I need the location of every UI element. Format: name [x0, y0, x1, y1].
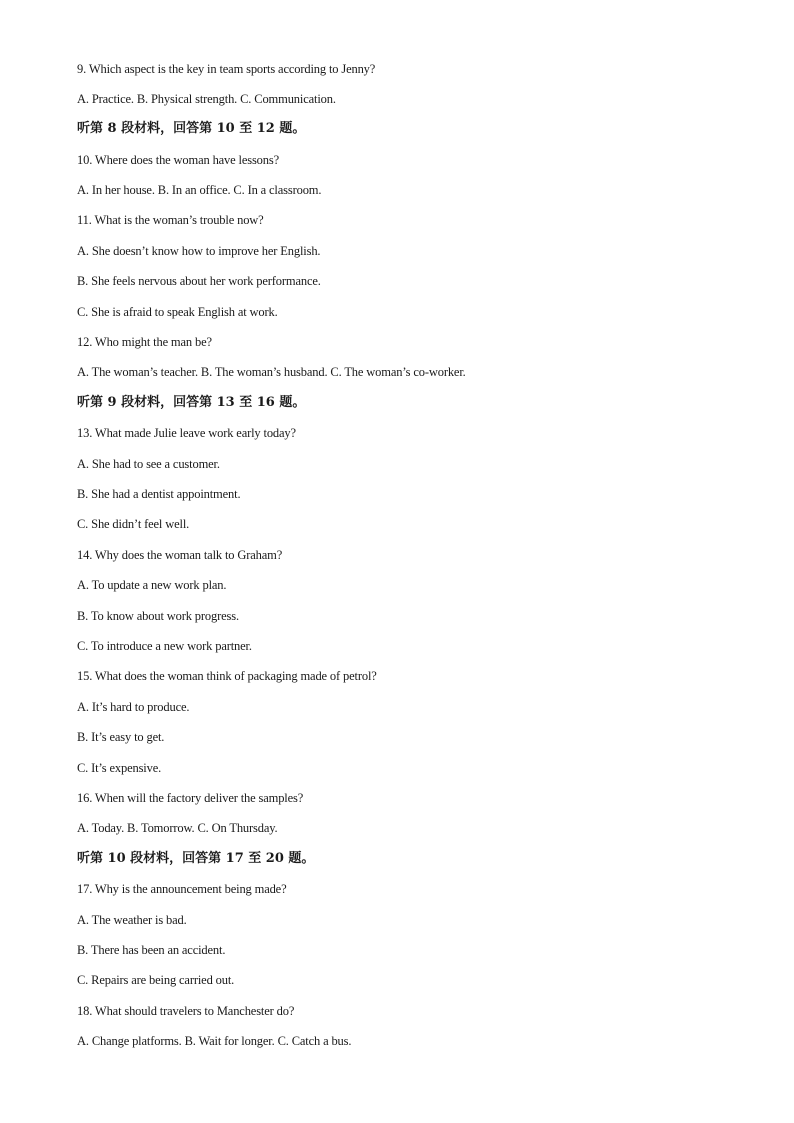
question-13-option-a: A. She had to see a customer.: [77, 457, 220, 471]
question-13-option-c: C. She didn’t feel well.: [77, 517, 190, 531]
question-15: 15. What does the woman think of packaging made of petrol?: [77, 669, 377, 683]
question-17-option-b: B. There has been an accident.: [77, 943, 226, 957]
question-11-option-c: C. She is afraid to speak English at work.: [77, 305, 278, 319]
question-15-option-a: A. It’s hard to produce.: [77, 700, 190, 714]
section-heading-10: 听第 10 段材料，回答第 17 至 20 题。: [77, 851, 315, 866]
question-17: 17. Why is the announcement being made?: [77, 882, 287, 896]
question-18-options: A. Change platforms. B. Wait for longer. C. Catch a bus.: [77, 1034, 352, 1048]
section-heading-8: 听第 8 段材料，回答第 10 至 12 题。: [77, 121, 306, 136]
question-15-option-c: C. It’s expensive.: [77, 761, 162, 775]
question-14-option-b: B. To know about work progress.: [77, 609, 239, 623]
question-13-option-b: B. She had a dentist appointment.: [77, 487, 241, 501]
question-17-option-c: C. Repairs are being carried out.: [77, 973, 235, 987]
section-heading-9: 听第 9 段材料，回答第 13 至 16 题。: [77, 395, 306, 410]
question-14: 14. Why does the woman talk to Graham?: [77, 548, 283, 562]
question-11-option-b: B. She feels nervous about her work performance.: [77, 274, 321, 288]
question-10: 10. Where does the woman have lessons?: [77, 153, 279, 167]
question-9: 9. Which aspect is the key in team sports according to Jenny?: [77, 62, 376, 76]
question-18: 18. What should travelers to Manchester do?: [77, 1004, 295, 1018]
question-12-options: A. The woman’s teacher. B. The woman’s husband. C. The woman’s co-worker.: [77, 365, 466, 379]
question-16: 16. When will the factory deliver the samples?: [77, 791, 304, 805]
question-16-options: A. Today. B. Tomorrow. C. On Thursday.: [77, 821, 278, 835]
question-11-option-a: A. She doesn’t know how to improve her English.: [77, 244, 321, 258]
question-17-option-a: A. The weather is bad.: [77, 913, 187, 927]
question-11: 11. What is the woman’s trouble now?: [77, 213, 264, 227]
question-9-options: A. Practice. B. Physical strength. C. Communication.: [77, 92, 336, 106]
question-14-option-a: A. To update a new work plan.: [77, 578, 227, 592]
question-12: 12. Who might the man be?: [77, 335, 212, 349]
question-10-options: A. In her house. B. In an office. C. In a classroom.: [77, 183, 322, 197]
question-15-option-b: B. It’s easy to get.: [77, 730, 165, 744]
question-14-option-c: C. To introduce a new work partner.: [77, 639, 252, 653]
question-13: 13. What made Julie leave work early today?: [77, 426, 296, 440]
